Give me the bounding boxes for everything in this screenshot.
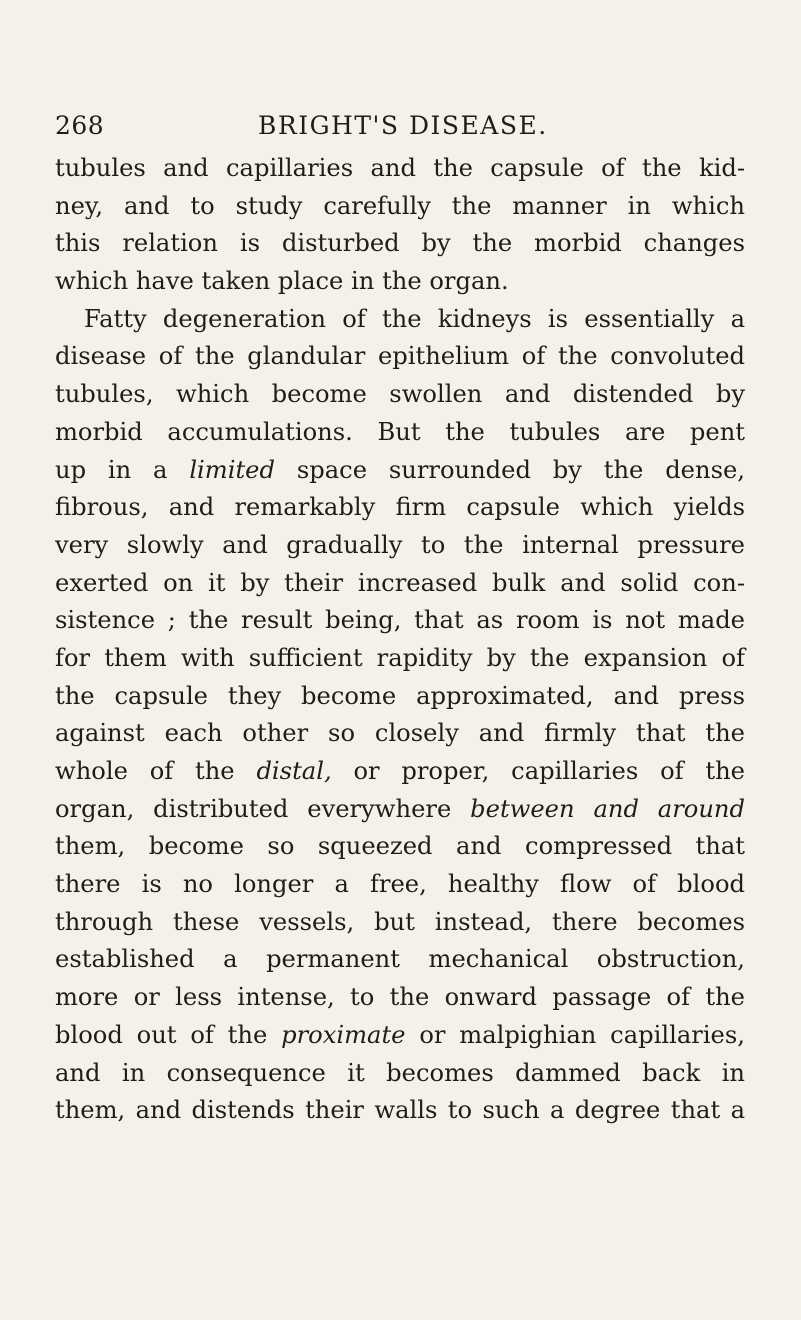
text-segment: space surrounded by the dense, [296, 455, 745, 484]
body-text [55, 150, 745, 1130]
emphasis-distal: distal, [256, 757, 332, 785]
text-line: Fatty degeneration of the kidneys is essentially a [84, 304, 745, 333]
text-line: tubules, which become swollen and distended by [55, 380, 745, 409]
text-line: them, become so squeezed and compressed that [55, 832, 745, 861]
text-line: tubules and capillaries and the capsule of the kid- [55, 154, 745, 182]
text-line-with-emphasis [55, 1017, 745, 1055]
text-line: against each other so closely and firmly that the [55, 719, 745, 748]
text-line: established a permanent mechanical obstruction, [55, 945, 745, 974]
running-head [0, 106, 801, 146]
text-line: the capsule they become approximated, and press [55, 681, 745, 710]
text-line: through these vessels, but instead, there becomes [55, 907, 745, 936]
text-line: ney, and to study carefully the manner in which [55, 191, 745, 220]
text-line-with-emphasis [55, 753, 745, 791]
text-line: exerted on it by their increased bulk and solid con- [55, 568, 745, 597]
emphasis-proximate: proximate [281, 1020, 406, 1049]
page-number: 268 [55, 111, 105, 140]
text-line: which have taken place in the organ. [55, 267, 509, 296]
text-segment: organ, distributed everywhere [55, 794, 452, 823]
text-segment: or proper, capillaries of the [353, 757, 745, 785]
text-line: this relation is disturbed by the morbid changes [55, 229, 745, 258]
text-segment: whole of the [55, 757, 235, 785]
text-line: for them with sufficient rapidity by the expansion of [55, 643, 745, 672]
text-line: there is no longer a free, healthy flow of blood [55, 870, 745, 899]
text-line: morbid accumulations. But the tubules are pent [55, 417, 745, 446]
text-line: disease of the glandular epithelium of the convoluted [55, 342, 745, 371]
text-line: them, and distends their walls to such a degree that a [55, 1096, 745, 1125]
text-segment: up in a [55, 455, 168, 484]
emphasis-between-and-around: between and around [470, 794, 745, 823]
emphasis-limited: limited [189, 455, 275, 484]
text-line: sistence ; the result being, that as room is not made [55, 606, 745, 635]
text-line-with-emphasis [55, 791, 745, 829]
running-title: BRIGHT'S DISEASE. [258, 111, 548, 140]
text-segment: or malpighian capillaries, [419, 1020, 745, 1049]
text-line: and in consequence it becomes dammed back in [55, 1058, 745, 1087]
text-line: more or less intense, to the onward passage of the [55, 983, 745, 1012]
text-line: fibrous, and remarkably firm capsule which yields [55, 493, 745, 522]
text-line: very slowly and gradually to the internal pressure [55, 530, 745, 559]
text-line-with-emphasis [55, 452, 745, 490]
text-segment: blood out of the [55, 1020, 268, 1049]
